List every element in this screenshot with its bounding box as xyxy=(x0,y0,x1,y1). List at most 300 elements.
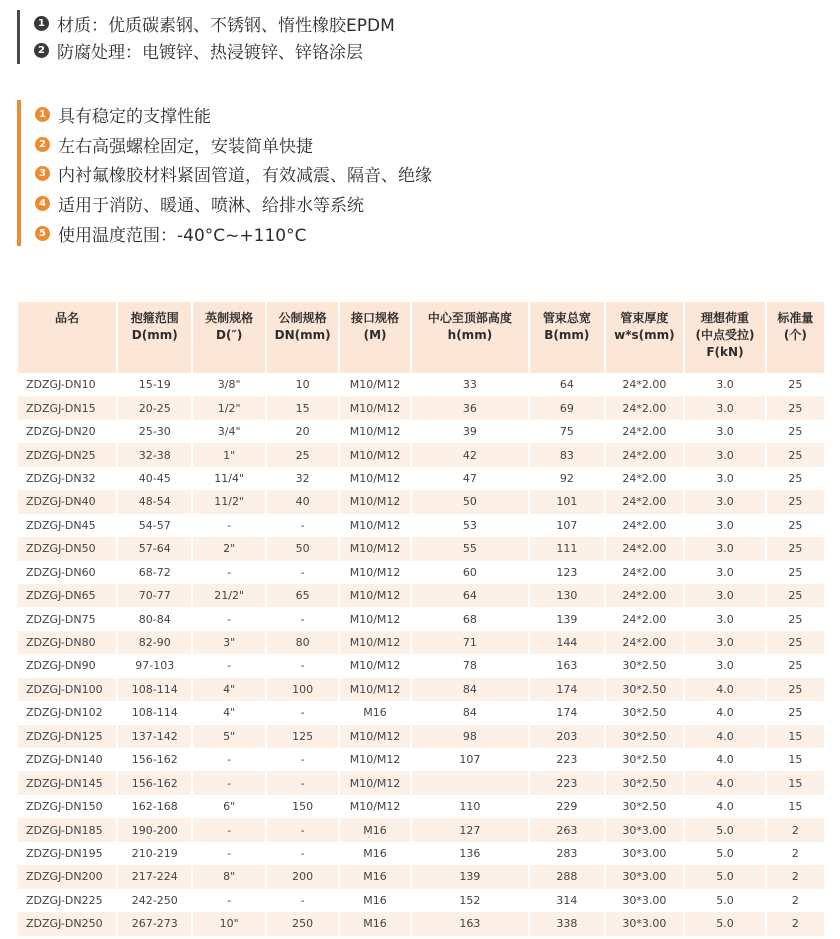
table-cell: - xyxy=(300,846,305,860)
table-cell: 4.0 xyxy=(685,678,765,701)
table-cell: 1" xyxy=(193,443,264,466)
col-header: 标准量 (个) xyxy=(767,302,824,373)
table-row xyxy=(18,795,824,818)
table-cell: M10/M12 xyxy=(340,490,409,513)
table-cell: M10/M12 xyxy=(340,396,409,419)
table-cell: 3.0 xyxy=(716,471,734,485)
table-cell: 24*2.00 xyxy=(606,490,684,513)
table-cell: 283 xyxy=(556,846,578,860)
col-header: 英制规格 D(″) xyxy=(193,302,264,373)
table-cell: 53 xyxy=(462,518,477,532)
table-cell: 150 xyxy=(292,800,314,814)
feature-text: 具有稳定的支撑性能 xyxy=(58,107,211,128)
table-cell: 78 xyxy=(462,659,477,673)
table-cell: 3" xyxy=(193,631,264,654)
table-cell: 24*2.00 xyxy=(622,471,667,485)
anticorrosion-text: 防腐处理：电镀锌、热浸镀锌、锌铬涂层 xyxy=(57,43,363,63)
product-name-cell: ZDZGJ-DN15 xyxy=(18,396,116,419)
table-cell: M10/M12 xyxy=(340,443,409,466)
table-cell: 3.0 xyxy=(716,612,734,626)
table-cell: 123 xyxy=(556,565,578,579)
table-cell: M16 xyxy=(363,893,387,907)
product-name-cell: ZDZGJ-DN20 xyxy=(26,425,96,439)
table-cell: M10/M12 xyxy=(349,518,401,532)
table-cell: 64 xyxy=(559,378,574,392)
table-row xyxy=(18,490,824,513)
table-row xyxy=(18,912,824,935)
product-name-cell: ZDZGJ-DN10 xyxy=(26,378,96,392)
product-name-cell: ZDZGJ-DN195 xyxy=(26,846,103,860)
col-header: 抱箍范围 D(mm) xyxy=(118,302,191,373)
product-name-cell: ZDZGJ-DN150 xyxy=(26,800,103,814)
table-cell: 3.0 xyxy=(716,659,734,673)
table-cell: 92 xyxy=(559,471,574,485)
product-name-cell: ZDZGJ-DN65 xyxy=(18,584,116,607)
product-name-cell: ZDZGJ-DN75 xyxy=(26,612,96,626)
table-cell: - xyxy=(300,659,305,673)
table-cell: 111 xyxy=(530,537,603,560)
table-cell: 65 xyxy=(267,584,338,607)
product-name-cell: ZDZGJ-DN80 xyxy=(18,631,116,654)
table-cell: 39 xyxy=(462,425,477,439)
col-header: 接口规格 (M) xyxy=(340,302,409,373)
table-cell: 84 xyxy=(412,678,528,701)
table-cell: 5.0 xyxy=(685,912,765,935)
table-cell: 32 xyxy=(295,471,310,485)
table-row xyxy=(18,654,824,677)
feature-line xyxy=(35,218,432,248)
feature-line xyxy=(35,130,432,160)
table-cell: 5.0 xyxy=(685,865,765,888)
table-cell: M10/M12 xyxy=(340,537,409,560)
table-cell: 125 xyxy=(267,725,338,748)
table-cell: 203 xyxy=(530,725,603,748)
table-cell: 25 xyxy=(767,584,824,607)
table-cell: - xyxy=(300,518,305,532)
table-row xyxy=(18,842,824,865)
table-cell: 137-142 xyxy=(118,725,191,748)
table-cell: 40-45 xyxy=(138,471,171,485)
table-cell: 33 xyxy=(462,378,477,392)
table-cell: 11/2" xyxy=(193,490,264,513)
table-cell: 47 xyxy=(462,471,477,485)
table-cell: 11/4" xyxy=(214,471,245,485)
table-cell: 15 xyxy=(267,396,338,419)
table-row xyxy=(18,443,824,466)
table-row xyxy=(18,771,824,794)
table-row xyxy=(18,584,824,607)
table-cell: 75 xyxy=(559,425,574,439)
table-cell: 98 xyxy=(412,725,528,748)
table-cell: 42 xyxy=(412,443,528,466)
table-cell: 80 xyxy=(267,631,338,654)
table-cell: 2 xyxy=(791,846,799,860)
table-cell: 21/2" xyxy=(193,584,264,607)
table-cell: 25 xyxy=(788,518,803,532)
table-row xyxy=(18,725,824,748)
table-cell: M10/M12 xyxy=(349,378,401,392)
product-name-cell: ZDZGJ-DN225 xyxy=(26,893,103,907)
table-cell: 25 xyxy=(767,631,824,654)
table-cell: - xyxy=(267,818,338,841)
table-cell: 97-103 xyxy=(135,659,175,673)
table-cell: M16 xyxy=(363,846,387,860)
table-cell: 314 xyxy=(556,893,578,907)
table-cell: 84 xyxy=(462,706,477,720)
feature-text: 内衬氟橡胶材料紧固管道，有效减震、隔音、绝缘 xyxy=(58,166,432,187)
table-cell: 139 xyxy=(556,612,578,626)
table-cell: M10/M12 xyxy=(349,612,401,626)
product-name-cell: ZDZGJ-DN140 xyxy=(26,753,103,767)
product-name-cell: ZDZGJ-DN125 xyxy=(18,725,116,748)
table-cell: 210-219 xyxy=(131,846,178,860)
table-cell: 3.0 xyxy=(716,425,734,439)
table-cell: 4" xyxy=(193,678,264,701)
table-row xyxy=(18,631,824,654)
table-row xyxy=(18,561,824,584)
table-cell: 144 xyxy=(530,631,603,654)
table-cell: 25 xyxy=(788,471,803,485)
table-cell: 110 xyxy=(459,800,481,814)
table-cell: 15 xyxy=(788,753,803,767)
materials-section xyxy=(17,10,395,64)
table-cell: 24*2.00 xyxy=(622,518,667,532)
table-cell: 4.0 xyxy=(716,800,734,814)
table-cell: 50 xyxy=(267,537,338,560)
table-cell: 136 xyxy=(459,846,481,860)
table-cell: 108-114 xyxy=(118,678,191,701)
table-cell: 25 xyxy=(267,443,338,466)
table-cell: - xyxy=(300,706,305,720)
table-cell: 30*3.00 xyxy=(622,846,667,860)
table-cell: 64 xyxy=(412,584,528,607)
table-row xyxy=(18,701,824,724)
table-cell: 139 xyxy=(412,865,528,888)
table-cell: 55 xyxy=(412,537,528,560)
table-cell: 174 xyxy=(556,706,578,720)
table-cell: 1/2" xyxy=(193,396,264,419)
table-cell: 5.0 xyxy=(685,818,765,841)
table-cell: 30*2.50 xyxy=(622,800,667,814)
table-row xyxy=(18,607,824,630)
table-cell: 25 xyxy=(767,537,824,560)
table-cell: 190-200 xyxy=(118,818,191,841)
table-cell: 24*2.00 xyxy=(622,612,667,626)
table-cell: 163 xyxy=(556,659,578,673)
table-cell: - xyxy=(300,565,305,579)
table-cell: M10/M12 xyxy=(349,800,401,814)
table-cell: 101 xyxy=(530,490,603,513)
table-cell: 2 xyxy=(767,818,824,841)
table-cell: - xyxy=(300,612,305,626)
table-cell: 200 xyxy=(267,865,338,888)
table-cell: 2 xyxy=(767,865,824,888)
table-cell: 25 xyxy=(788,659,803,673)
table-cell: M10/M12 xyxy=(349,471,401,485)
table-cell: 15 xyxy=(767,771,824,794)
table-cell: 54-57 xyxy=(138,518,171,532)
table-cell: 127 xyxy=(412,818,528,841)
table-cell: 108-114 xyxy=(131,706,178,720)
table-cell: 8" xyxy=(193,865,264,888)
table-cell: 250 xyxy=(267,912,338,935)
table-header-row xyxy=(18,302,824,373)
table-cell: 4.0 xyxy=(685,725,765,748)
col-header: 中心至顶部高度 h(mm) xyxy=(412,302,528,373)
features-section xyxy=(17,100,432,246)
table-cell: 25 xyxy=(788,612,803,626)
table-row xyxy=(18,467,824,490)
table-cell: 242-250 xyxy=(131,893,178,907)
table-cell: - xyxy=(193,771,264,794)
product-name-cell: ZDZGJ-DN45 xyxy=(26,518,96,532)
table-cell: 24*2.00 xyxy=(606,584,684,607)
table-cell: 25 xyxy=(767,490,824,513)
table-cell: M16 xyxy=(340,912,409,935)
col-header: 公制规格 DN(mm) xyxy=(267,302,338,373)
table-cell: 20 xyxy=(295,425,310,439)
material-line xyxy=(34,10,395,37)
table-cell: 50 xyxy=(412,490,528,513)
table-cell: 223 xyxy=(556,753,578,767)
table-cell: 217-224 xyxy=(118,865,191,888)
table-cell: 3/8" xyxy=(217,378,241,392)
table-cell: 229 xyxy=(556,800,578,814)
table-cell: - xyxy=(227,846,232,860)
table-cell: 24*2.00 xyxy=(606,443,684,466)
table-cell: 30*2.50 xyxy=(606,725,684,748)
table-cell: 24*2.00 xyxy=(606,631,684,654)
table-cell: M10/M12 xyxy=(349,753,401,767)
table-cell: - xyxy=(227,753,232,767)
table-cell: 3.0 xyxy=(685,631,765,654)
number-badge-icon: 2 xyxy=(34,43,49,58)
feature-text: 适用于消防、暖通、喷淋、给排水等系统 xyxy=(58,196,364,217)
anticorrosion-line xyxy=(34,37,395,64)
table-cell: 30*2.50 xyxy=(622,659,667,673)
table-cell: 24*2.00 xyxy=(622,378,667,392)
table-cell: 57-64 xyxy=(118,537,191,560)
col-header: 理想荷重 (中点受拉) F(kN) xyxy=(685,302,765,373)
table-cell: 174 xyxy=(530,678,603,701)
number-badge-icon: 5 xyxy=(35,226,50,241)
table-cell: - xyxy=(267,771,338,794)
table-cell: 2 xyxy=(791,893,799,907)
table-cell: 100 xyxy=(267,678,338,701)
table-cell: M10/M12 xyxy=(340,678,409,701)
table-cell: 6" xyxy=(223,800,236,814)
table-cell: 10 xyxy=(295,378,310,392)
table-cell: M10/M12 xyxy=(340,584,409,607)
table-cell: M10/M12 xyxy=(340,725,409,748)
material-text: 材质：优质碳素钢、不锈钢、惰性橡胶EPDM xyxy=(57,16,395,36)
table-cell: 5" xyxy=(193,725,264,748)
table-cell: M16 xyxy=(340,818,409,841)
feature-line xyxy=(35,100,432,130)
table-cell: 338 xyxy=(530,912,603,935)
table-cell: 4.0 xyxy=(685,771,765,794)
table-cell: M10/M12 xyxy=(349,659,401,673)
table-cell: 152 xyxy=(459,893,481,907)
table-cell: - xyxy=(193,818,264,841)
table-cell: M10/M12 xyxy=(340,771,409,794)
table-cell: 4.0 xyxy=(716,753,734,767)
table-cell: M10/M12 xyxy=(340,631,409,654)
table-row xyxy=(18,420,824,443)
table-cell: 40 xyxy=(267,490,338,513)
table-cell: 30*3.00 xyxy=(622,893,667,907)
table-cell: - xyxy=(227,893,232,907)
table-cell: 2 xyxy=(767,912,824,935)
table-row xyxy=(18,865,824,888)
table-cell: M10/M12 xyxy=(349,425,401,439)
number-badge-icon: 2 xyxy=(35,137,50,152)
table-cell: 15 xyxy=(767,725,824,748)
table-cell: 2" xyxy=(193,537,264,560)
table-cell: 15 xyxy=(788,800,803,814)
product-name-cell: ZDZGJ-DN145 xyxy=(18,771,116,794)
table-cell: 156-162 xyxy=(118,771,191,794)
table-cell: 30*2.50 xyxy=(622,706,667,720)
table-cell: 3/4" xyxy=(217,425,241,439)
table-cell: 30*2.50 xyxy=(622,753,667,767)
table-cell: 30*2.50 xyxy=(606,678,684,701)
col-header: 品名 xyxy=(18,302,116,373)
table-cell: 3.0 xyxy=(716,378,734,392)
spec-table xyxy=(16,302,826,936)
table-cell: 36 xyxy=(412,396,528,419)
table-cell: 24*2.00 xyxy=(606,396,684,419)
table-cell: 10" xyxy=(193,912,264,935)
table-cell: 267-273 xyxy=(118,912,191,935)
table-cell: 223 xyxy=(530,771,603,794)
product-name-cell: ZDZGJ-DN50 xyxy=(18,537,116,560)
feature-text: 使用温度范围：-40°C~+110°C xyxy=(58,225,307,246)
table-cell: 107 xyxy=(556,518,578,532)
product-name-cell: ZDZGJ-DN40 xyxy=(18,490,116,513)
col-header: 管束总宽 B(mm) xyxy=(530,302,603,373)
table-cell: 162-168 xyxy=(131,800,178,814)
table-cell: 3.0 xyxy=(685,396,765,419)
table-cell: 25 xyxy=(788,425,803,439)
table-cell: 82-90 xyxy=(118,631,191,654)
feature-text: 左右高强螺栓固定，安装简单快捷 xyxy=(58,136,313,157)
table-cell: 107 xyxy=(459,753,481,767)
table-cell: 130 xyxy=(530,584,603,607)
table-cell: - xyxy=(227,612,232,626)
table-row xyxy=(18,818,824,841)
table-body xyxy=(18,373,824,936)
number-badge-icon: 4 xyxy=(35,196,50,211)
product-name-cell: ZDZGJ-DN32 xyxy=(26,471,96,485)
table-cell: M10/M12 xyxy=(349,565,401,579)
product-name-cell: ZDZGJ-DN90 xyxy=(26,659,96,673)
table-cell: 20-25 xyxy=(118,396,191,419)
table-row xyxy=(18,396,824,419)
number-badge-icon: 3 xyxy=(35,166,50,181)
table-cell: 3.0 xyxy=(685,537,765,560)
table-cell: 4.0 xyxy=(716,706,734,720)
feature-line xyxy=(35,189,432,219)
table-row xyxy=(18,537,824,560)
table-cell: 3.0 xyxy=(716,565,734,579)
table-cell: 25 xyxy=(767,678,824,701)
table-cell: 288 xyxy=(530,865,603,888)
table-cell: 163 xyxy=(412,912,528,935)
table-cell xyxy=(412,771,528,794)
table-cell: 30*3.00 xyxy=(606,865,684,888)
table-cell: 32-38 xyxy=(118,443,191,466)
table-cell: 263 xyxy=(530,818,603,841)
table-cell: 25-30 xyxy=(138,425,171,439)
table-cell: 5.0 xyxy=(716,846,734,860)
table-cell: - xyxy=(227,518,232,532)
table-cell: 24*2.00 xyxy=(606,537,684,560)
table-row xyxy=(18,678,824,701)
table-cell: 69 xyxy=(530,396,603,419)
product-name-cell: ZDZGJ-DN200 xyxy=(18,865,116,888)
number-badge-icon: 1 xyxy=(34,16,49,31)
table-row xyxy=(18,514,824,537)
table-cell: 5.0 xyxy=(716,893,734,907)
table-cell: - xyxy=(227,659,232,673)
table-cell: 30*3.00 xyxy=(606,818,684,841)
table-cell: 30*2.50 xyxy=(606,771,684,794)
table-cell: 3.0 xyxy=(685,490,765,513)
table-row xyxy=(18,748,824,771)
table-cell: 80-84 xyxy=(138,612,171,626)
product-name-cell: ZDZGJ-DN185 xyxy=(18,818,116,841)
table-cell: - xyxy=(300,893,305,907)
table-cell: 71 xyxy=(412,631,528,654)
table-cell: 68 xyxy=(462,612,477,626)
table-cell: 24*2.00 xyxy=(622,565,667,579)
table-row xyxy=(18,889,824,912)
table-cell: 3.0 xyxy=(716,518,734,532)
product-name-cell: ZDZGJ-DN60 xyxy=(26,565,96,579)
table-cell: 48-54 xyxy=(118,490,191,513)
product-name-cell: ZDZGJ-DN25 xyxy=(18,443,116,466)
table-cell: M16 xyxy=(340,865,409,888)
table-cell: - xyxy=(227,565,232,579)
product-name-cell: ZDZGJ-DN250 xyxy=(18,912,116,935)
product-name-cell: ZDZGJ-DN100 xyxy=(18,678,116,701)
table-cell: - xyxy=(300,753,305,767)
table-cell: 156-162 xyxy=(131,753,178,767)
table-cell: 4" xyxy=(223,706,236,720)
table-cell: 25 xyxy=(788,378,803,392)
table-cell: 25 xyxy=(788,565,803,579)
table-cell: 24*2.00 xyxy=(622,425,667,439)
feature-line xyxy=(35,159,432,189)
table-cell: 25 xyxy=(767,443,824,466)
table-row xyxy=(18,373,824,396)
table-cell: 3.0 xyxy=(685,443,765,466)
table-cell: M16 xyxy=(363,706,387,720)
table-cell: 3.0 xyxy=(685,584,765,607)
table-cell: 30*3.00 xyxy=(606,912,684,935)
table-cell: 25 xyxy=(767,396,824,419)
number-badge-icon: 1 xyxy=(35,107,50,122)
table-cell: 70-77 xyxy=(118,584,191,607)
product-name-cell: ZDZGJ-DN102 xyxy=(26,706,103,720)
table-cell: 15-19 xyxy=(138,378,171,392)
table-cell: 25 xyxy=(788,706,803,720)
table-cell: 68-72 xyxy=(138,565,171,579)
table-cell: 60 xyxy=(462,565,477,579)
col-header: 管束厚度 w*s(mm) xyxy=(606,302,684,373)
table-cell: 83 xyxy=(530,443,603,466)
